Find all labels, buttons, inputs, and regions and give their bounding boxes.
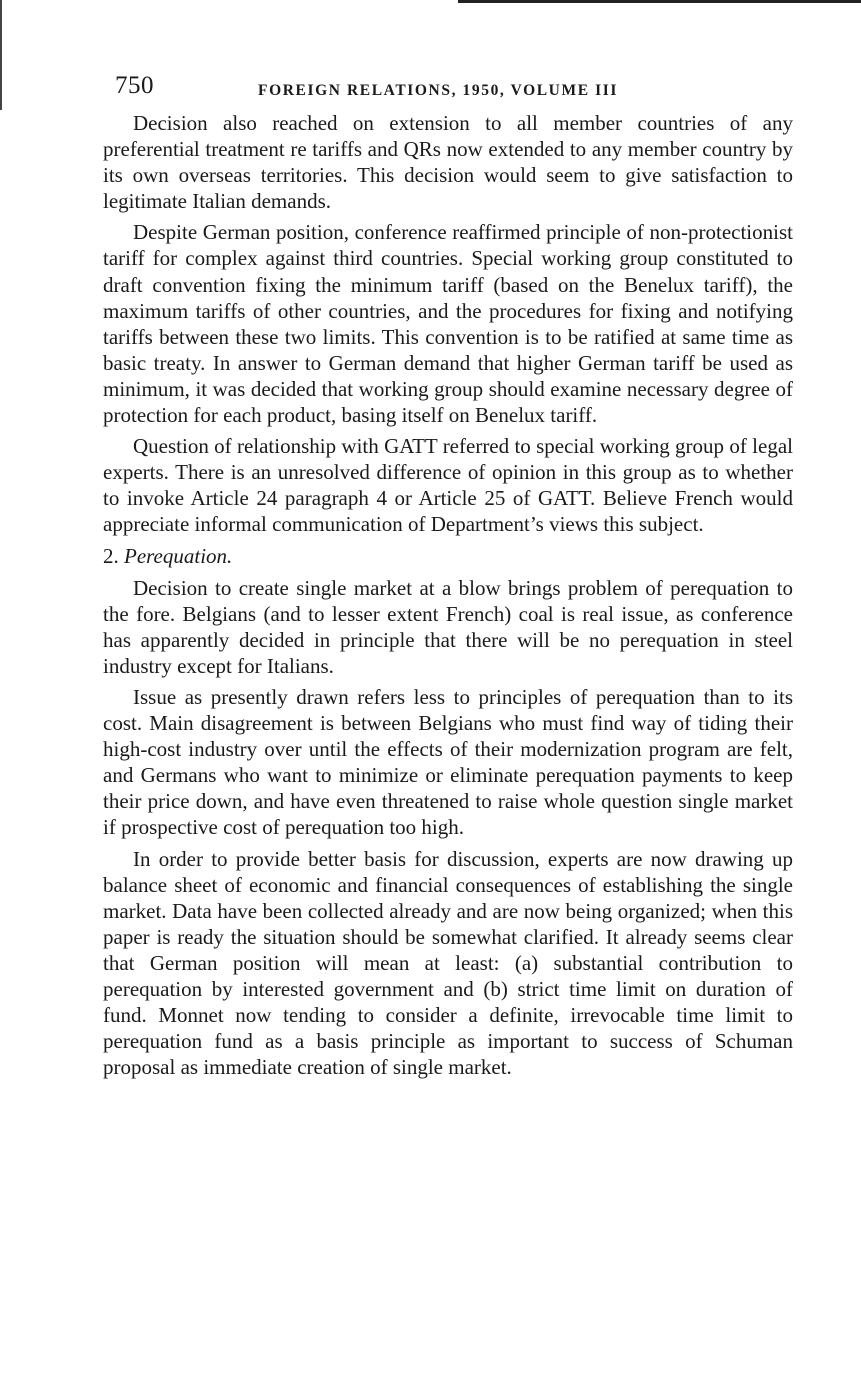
section-heading [103,543,793,569]
paragraph: Decision to create single market at a blow brings problem of perequation to the fore. Belgians (and to lesser extent French) coal is real issue, as conference has apparently decided in principle that there will be no perequation in steel industry except for Italians. [103,575,793,678]
left-scan-edge [0,0,2,110]
section-number: 2. [103,543,119,568]
paragraph: Issue as presently drawn refers less to principles of perequation than to its cost. Main disagreement is between Belgians who must find way of tiding their high-cost industry over until the effects of their modernization program are felt, and Germans who want to minimize or eliminate perequation payments to keep their price down, and have even threatened to raise whole question single market if prospective cost of perequation too high. [103,684,793,840]
page-header [103,70,793,110]
paragraph: Question of relationship with GATT referred to special working group of legal experts. There is an unresolved difference of opinion in this group as to whether to invoke Article 24 paragraph 4 or Article 25 of GATT. Believe French would appreciate informal communication of Department’s views this subject. [103,434,793,537]
paragraph: Despite German position, conference reaffirmed principle of non-protectionist tariff for complex against third countries. Special working group constituted to draft convention fixing the minimum tariff (based on the Benelux tariff), the maximum tariffs of other countries, and the procedures for fixing and notifying tariffs between these two limits. This convention is to be ratified at same time as basic treaty. In answer to German demand that higher German tariff be used as minimum, it was decided that working group should examine necessary degree of protection for each product, basing itself on Benelux tariff. [103,220,793,428]
body-text [103,110,793,1080]
document-page [103,70,793,1085]
section-title: Perequation. [124,543,233,568]
top-scan-rule [458,0,861,3]
paragraph: In order to provide better basis for discussion, experts are now drawing up balance sheet of economic and financial consequences of establishing the single market. Data have been collected already and are now being organized; when this paper is ready the situation should be somewhat clarified. It already seems clear that German position will mean at least: (a) substantial contribution to perequation by interested government and (b) strict time limit on duration of fund. Monnet now tending to consider a definite, irrevocable time limit to perequation fund as a basis principle as important to success of Schuman proposal as immediate creation of single market. [103,846,793,1080]
paragraph: Decision also reached on extension to all member countries of any preferential treatment re tariffs and QRs now extended to any member country by its own overseas territories. This decision would seem to give satisfaction to legitimate Italian demands. [103,111,793,214]
running-head: FOREIGN RELATIONS, 1950, VOLUME III [258,82,618,99]
page-number: 750 [115,72,154,99]
